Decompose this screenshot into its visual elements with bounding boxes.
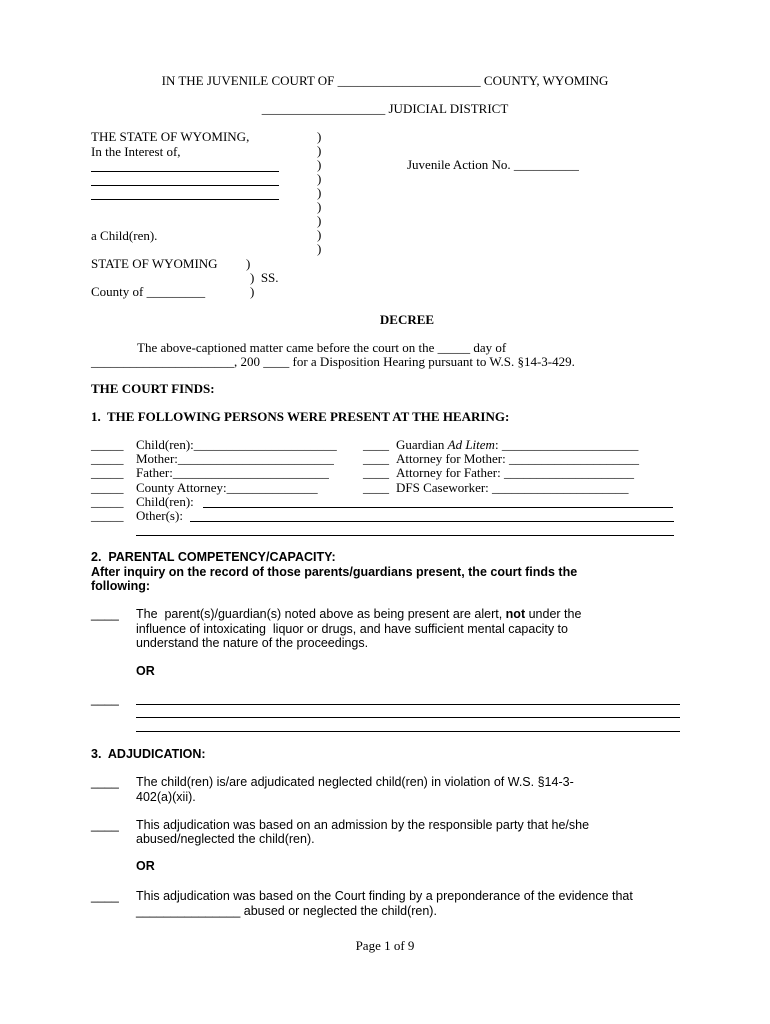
caption-paren: ) <box>317 171 322 186</box>
juvenile-action-number: Juvenile Action No. __________ <box>407 157 579 172</box>
present-mother: Mother:________________________ <box>136 451 334 466</box>
competency-finding-line-3: understand the nature of the proceedings. <box>136 636 369 650</box>
section-2-subheading-1: After inquiry on the record of those parents/guardians present, the court finds the <box>91 565 578 579</box>
court-finding-line-2: _______________ abused or neglected the child(ren). <box>136 904 437 918</box>
page-number: Page 1 of 9 <box>355 938 415 953</box>
caption-paren: ) <box>317 143 322 158</box>
competency-alt-line-3 <box>136 731 680 732</box>
admission-check-blank: ____ <box>91 818 119 832</box>
present-others-line <box>190 521 674 522</box>
caption-paren: ) <box>317 227 322 242</box>
present-right-blank: ____ <box>363 480 389 495</box>
venue-state: STATE OF WYOMING <box>91 256 218 271</box>
present-attorney-mother: Attorney for Mother: ____________________ <box>396 451 640 466</box>
competency-finding-line-2: influence of intoxicating liquor or drugs, and have sufficient mental capacity to <box>136 622 568 636</box>
present-right-blank: ____ <box>363 451 389 466</box>
district-heading: ___________________ JUDICIAL DISTRICT <box>261 101 509 116</box>
caption-paren: ) <box>317 129 322 144</box>
caption-child: a Child(ren). <box>91 228 158 243</box>
admission-line-1: This adjudication was based on an admission by the responsible party that he/she <box>136 818 590 832</box>
present-check-blank: _____ <box>91 451 124 466</box>
caption-paren: ) <box>317 157 322 172</box>
court-finds-heading: THE COURT FINDS: <box>91 381 215 396</box>
caption-paren: ) <box>317 185 322 200</box>
caption-interest: In the Interest of, <box>91 144 181 159</box>
court-finding-line-1: This adjudication was based on the Court finding by a preponderance of the evidence that <box>136 889 633 903</box>
competency-alt-line-2 <box>136 717 680 718</box>
present-father: Father:________________________ <box>136 465 329 480</box>
section-1-heading: 1. THE FOLLOWING PERSONS WERE PRESENT AT THE HEARING: <box>91 409 510 424</box>
present-child: Child(ren):______________________ <box>136 437 337 452</box>
present-guardian-ad-litem: Guardian Ad Litem: _____________________ <box>396 437 639 452</box>
competency-finding-line-1: The parent(s)/guardian(s) noted above as being present are alert, not under the <box>136 607 582 621</box>
present-check-blank: _____ <box>91 508 124 523</box>
court-finding-check-blank: ____ <box>91 889 119 903</box>
present-right-blank: ____ <box>363 465 389 480</box>
adjudication-check-blank: ____ <box>91 775 119 789</box>
court-heading: IN THE JUVENILE COURT OF ______________________ COUNTY, WYOMING <box>161 73 609 88</box>
present-child-2: Child(ren): <box>136 494 194 509</box>
present-check-blank: _____ <box>91 465 124 480</box>
caption-paren: ) <box>317 241 322 256</box>
present-check-blank: _____ <box>91 480 124 495</box>
admission-line-2: abused/neglected the child(ren). <box>136 832 315 846</box>
venue-ss: ) SS. <box>250 270 279 285</box>
section-3-heading: 3. ADJUDICATION: <box>91 747 206 761</box>
venue-county: County of _________ <box>91 284 206 299</box>
venue-paren: ) <box>250 284 255 299</box>
adjudication-line-2: 402(a)(xii). <box>136 790 196 804</box>
adjudication-line-1: The child(ren) is/are adjudicated neglected child(ren) in violation of W.S. §14-3- <box>136 775 574 789</box>
decree-title: DECREE <box>379 312 435 327</box>
or-separator: OR <box>136 664 155 678</box>
caption-paren: ) <box>317 199 322 214</box>
caption-state: THE STATE OF WYOMING, <box>91 129 250 144</box>
present-attorney-father: Attorney for Father: ____________________ <box>396 465 634 480</box>
venue-paren: ) <box>246 256 251 271</box>
present-county-attorney: County Attorney:______________ <box>136 480 318 495</box>
present-others-line-2 <box>136 535 674 536</box>
competency-check-blank: ____ <box>91 607 119 621</box>
present-check-blank: _____ <box>91 494 124 509</box>
caption-name-line-2 <box>91 185 279 186</box>
competency-alt-check-blank: ____ <box>91 692 119 706</box>
present-others: Other(s): <box>136 508 183 523</box>
decree-intro-line-1: The above-captioned matter came before the court on the _____ day of <box>137 340 507 355</box>
decree-intro-line-2: ______________________, 200 ____ for a Disposition Hearing pursuant to W.S. §14-3-429. <box>91 354 575 369</box>
section-2-subheading-2: following: <box>91 579 151 593</box>
caption-paren: ) <box>317 213 322 228</box>
present-right-blank: ____ <box>363 437 389 452</box>
present-child-2-line <box>203 507 673 508</box>
competency-alt-line-1 <box>136 704 680 705</box>
or-separator: OR <box>136 859 155 873</box>
section-2-heading: 2. PARENTAL COMPETENCY/CAPACITY: <box>91 550 336 564</box>
caption-name-line-1 <box>91 171 279 172</box>
present-check-blank: _____ <box>91 437 124 452</box>
present-dfs-caseworker: DFS Caseworker: _____________________ <box>396 480 629 495</box>
caption-name-line-3 <box>91 199 279 200</box>
